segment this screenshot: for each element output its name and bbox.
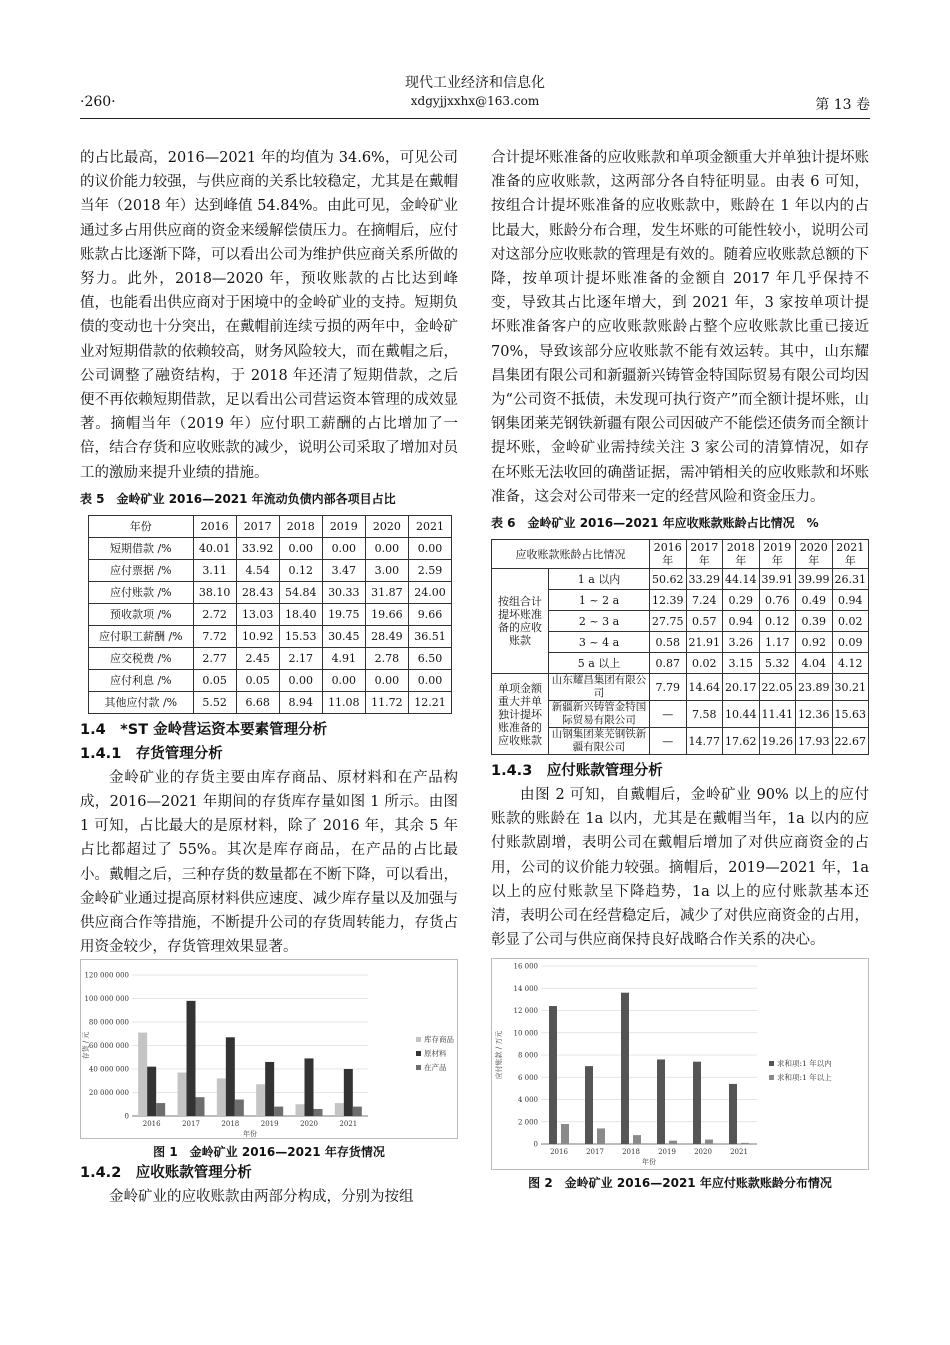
journal-info	[80, 74, 870, 110]
row-label-cell: 预收款项 /%	[89, 603, 194, 625]
body-paragraph: 由图 2 可知，自戴帽后，金岭矿业 90% 以上的应付账款的账龄在 1a 以内，尤其是在戴帽当年，1a 以内的应付账款剧增，表明公司在戴帽后增加了对供应商资金的占用，公司的议价能力较强。摘帽后，2019—2021 年，1a 以上的应付账款呈下降趋势，1a 以上的应付账款基本还清，表明公司在经营稳定后，减少了对供应商资金的占用，彰显了公司与供应商保持良好战略合作关系的决心。	[491, 787, 869, 949]
value-cell: 3.47	[322, 559, 365, 581]
value-cell: 6.50	[408, 647, 451, 669]
table-row	[492, 653, 869, 674]
value-cell: 28.49	[365, 625, 408, 647]
section-heading-1-4-2: 1.4.2 应收账款管理分析	[80, 1165, 252, 1182]
value-cell: 2.77	[193, 647, 236, 669]
right-column	[491, 146, 869, 1192]
value-cell: 19.26	[759, 728, 796, 755]
value-cell: 4.91	[322, 647, 365, 669]
row-label-cell: 5 a 以上	[549, 653, 650, 674]
value-cell: —	[650, 701, 687, 728]
figure2-caption: 图 2 金岭矿业 2016—2021 年应付账款账龄分布情况	[528, 1176, 832, 1191]
value-cell: 26.31	[832, 569, 869, 590]
value-cell: 38.10	[193, 581, 236, 603]
value-cell: 23.89	[796, 674, 833, 701]
y-tick-label: 10 000	[513, 1029, 538, 1038]
body-paragraph: 的占比最高，2016—2021 年的均值为 34.6%，可见公司的议价能力较强，与供应商的关系比较稳定，尤其是在戴帽当年（2018 年）达到峰值 54.84%。由此可见，金岭矿业通过多占用供应商的资金来缓解偿债压力。在摘帽后，应付账款占比逐渐下降，可以看出公司为维护供应商关系所做的努力。此外，2018—2020 年，预收账款的占比达到峰值，也能看出供应商对于困境中的金岭矿业的支持。短期负债的变动也十分突出，在戴帽前连续亏损的两年中，金岭矿业对短期借款的依赖较高，财务风险较大，而在戴帽之后，公司调整了融资结构，于 2018 年还清了短期借款，之后便不再依赖短期借款，足以看出公司营运资本管理的成效显著。摘帽当年（2019 年）应付职工薪酬的占比增加了一倍，结合存货和应收账款的减少，说明公司采取了增加对员工的激励来提升业绩的措施。	[80, 150, 458, 481]
bar-求和项:1 年以上	[561, 1124, 569, 1144]
y-tick-label: 100 000 000	[84, 995, 129, 1004]
y-tick-label: 40 000 000	[88, 1065, 129, 1074]
y-tick-label: 0	[533, 1140, 538, 1149]
bar-原材料	[265, 1062, 274, 1116]
bar-库存商品	[335, 1104, 344, 1117]
value-cell: 0.29	[723, 590, 760, 611]
table-row	[89, 625, 452, 647]
table-row	[89, 559, 452, 581]
value-cell: 31.87	[365, 581, 408, 603]
value-cell: 2.59	[408, 559, 451, 581]
value-cell: 14.64	[686, 674, 723, 701]
header-cell-year: 2016	[193, 515, 236, 537]
table-row	[492, 728, 869, 755]
section-heading-1-4: 1.4 *ST 金岭营运资本要素管理分析	[80, 721, 328, 738]
bar-在产品	[274, 1107, 283, 1116]
value-cell: 6.68	[236, 691, 279, 713]
figure1-caption: 图 1 金岭矿业 2016—2021 年存货情况	[153, 1145, 385, 1160]
bar-在产品	[314, 1109, 323, 1116]
header-cell-year: 2020 年	[796, 540, 833, 569]
value-cell: 33.92	[236, 537, 279, 559]
group-label-cell: 单项金额重大并单独计提坏账准备的应收账款	[492, 674, 549, 755]
bar-在产品	[235, 1100, 244, 1116]
table-row	[492, 611, 869, 632]
value-cell: 10.92	[236, 625, 279, 647]
value-cell: 24.00	[408, 581, 451, 603]
value-cell: 30.33	[322, 581, 365, 603]
figure-2	[491, 958, 869, 1192]
value-cell: 17.93	[796, 728, 833, 755]
y-tick-label: 80 000 000	[88, 1018, 129, 1027]
y-tick-label: 60 000 000	[88, 1042, 129, 1051]
value-cell: 11.72	[365, 691, 408, 713]
bar-求和项:1 年以内	[621, 993, 629, 1144]
value-cell: 0.58	[650, 632, 687, 653]
y-axis-title: 应付账款 / 万元	[495, 1031, 503, 1080]
table-row	[89, 581, 452, 603]
table6-caption: 表 6 金岭矿业 2016—2021 年应收账款账龄占比情况 %	[491, 516, 819, 531]
value-cell: 0.00	[408, 669, 451, 691]
legend-label: 求和项:1 年以上	[777, 1073, 832, 1083]
y-tick-label: 16 000	[513, 962, 538, 971]
y-tick-label: 20 000 000	[88, 1089, 129, 1098]
value-cell: 0.02	[832, 611, 869, 632]
legend-label: 原材料	[424, 1049, 447, 1059]
x-tick-label: 2017	[586, 1148, 604, 1157]
value-cell: 4.04	[796, 653, 833, 674]
x-tick-label: 2019	[260, 1120, 279, 1129]
value-cell: 28.43	[236, 581, 279, 603]
volume-label: 第 13 卷	[815, 97, 870, 113]
row-label-cell: 应交税费 /%	[89, 647, 194, 669]
value-cell: 13.03	[236, 603, 279, 625]
row-label-cell: 短期借款 /%	[89, 537, 194, 559]
value-cell: 1.17	[759, 632, 796, 653]
value-cell: 0.57	[686, 611, 723, 632]
bar-求和项:1 年以内	[657, 1060, 665, 1145]
bar-原材料	[305, 1059, 314, 1117]
bar-在产品	[353, 1107, 362, 1116]
x-tick-label: 2018	[221, 1120, 240, 1129]
row-label-cell: 应付利息 /%	[89, 669, 194, 691]
value-cell: 40.01	[193, 537, 236, 559]
body-paragraph: 金岭矿业的存货主要由库存商品、原材料和在产品构成，2016—2021 年期间的存货库存量如图 1 所示。由图 1 可知，占比最大的是原材料，除了 2016 年，其余 5 年占比都超过了 55%。其次是库存商品，在产品的占比最小。戴帽之后，三种存货的数量都在不断下降，可以看出，金岭矿业通过提高原材料供应速度、减少库存量以及加强与供应商合作等措施，不断提升公司的存货周转能力，存货占用资金较少，存货管理效果显著。	[80, 769, 458, 956]
x-tick-label: 2019	[658, 1148, 676, 1157]
value-cell: 7.72	[193, 625, 236, 647]
legend-swatch	[416, 1051, 421, 1056]
value-cell: 0.94	[832, 590, 869, 611]
row-label-cell: 其他应付款 /%	[89, 691, 194, 713]
value-cell: 20.17	[723, 674, 760, 701]
value-cell: 15.63	[832, 701, 869, 728]
x-tick-label: 2021	[730, 1148, 748, 1157]
row-label-cell: 山东耀昌集团有限公司	[549, 674, 650, 701]
value-cell: 3.11	[193, 559, 236, 581]
value-cell: 2.17	[279, 647, 322, 669]
value-cell: 0.00	[279, 537, 322, 559]
bar-库存商品	[178, 1073, 187, 1116]
y-tick-label: 2 000	[517, 1118, 538, 1127]
value-cell: 39.99	[796, 569, 833, 590]
value-cell: 30.45	[322, 625, 365, 647]
value-cell: 0.92	[796, 632, 833, 653]
value-cell: 0.87	[650, 653, 687, 674]
legend-label: 库存商品	[424, 1035, 454, 1045]
y-tick-label: 120 000 000	[84, 971, 129, 980]
value-cell: 0.00	[365, 537, 408, 559]
page-header	[80, 72, 870, 119]
value-cell: 11.08	[322, 691, 365, 713]
page-number: ·260·	[80, 94, 116, 110]
header-cell-year: 2018	[279, 515, 322, 537]
y-tick-label: 12 000	[513, 1007, 538, 1016]
x-tick-label: 2016	[550, 1148, 568, 1157]
value-cell: 0.05	[193, 669, 236, 691]
table-row	[89, 603, 452, 625]
bar-原材料	[226, 1038, 235, 1117]
legend-swatch	[769, 1061, 774, 1066]
header-cell-year: 2019	[322, 515, 365, 537]
inventory-chart	[80, 959, 458, 1139]
value-cell: 50.62	[650, 569, 687, 590]
table-header-row	[89, 515, 452, 537]
y-axis-title: 存货 / 元	[82, 1032, 90, 1060]
value-cell: 21.91	[686, 632, 723, 653]
bar-库存商品	[217, 1079, 226, 1117]
y-tick-label: 14 000	[513, 985, 538, 994]
value-cell: 0.00	[279, 669, 322, 691]
y-tick-label: 4 000	[517, 1096, 538, 1105]
bar-求和项:1 年以内	[729, 1084, 737, 1144]
x-tick-label: 2021	[339, 1120, 358, 1129]
table-row	[492, 701, 869, 728]
bar-原材料	[147, 1067, 156, 1116]
value-cell: 0.02	[686, 653, 723, 674]
bar-求和项:1 年以内	[585, 1067, 593, 1145]
row-label-cell: 1 a 以内	[549, 569, 650, 590]
bar-原材料	[187, 1001, 196, 1116]
x-axis-title: 年份	[642, 1158, 656, 1167]
legend-swatch	[416, 1037, 421, 1042]
value-cell: 3.15	[723, 653, 760, 674]
row-label-cell: 3 ~ 4 a	[549, 632, 650, 653]
bar-在产品	[156, 1104, 165, 1117]
legend-label: 求和项:1 年以内	[777, 1059, 832, 1069]
bar-库存商品	[296, 1105, 305, 1117]
table-row	[492, 674, 869, 701]
legend-swatch	[769, 1075, 774, 1080]
figure-1	[80, 959, 458, 1161]
row-label-cell: 应付职工薪酬 /%	[89, 625, 194, 647]
x-tick-label: 2016	[142, 1120, 161, 1129]
header-cell-year: 2017 年	[686, 540, 723, 569]
value-cell: 5.52	[193, 691, 236, 713]
value-cell: 22.67	[832, 728, 869, 755]
value-cell: 19.66	[365, 603, 408, 625]
legend-label: 在产品	[424, 1063, 447, 1073]
x-tick-label: 2020	[694, 1148, 712, 1157]
value-cell: 5.32	[759, 653, 796, 674]
value-cell: 0.00	[408, 537, 451, 559]
table-row	[89, 669, 452, 691]
value-cell: 0.09	[832, 632, 869, 653]
row-label-cell: 新疆新兴铸管金特国际贸易有限公司	[549, 701, 650, 728]
value-cell: 11.41	[759, 701, 796, 728]
header-cell-label: 应收账款账龄占比情况	[492, 540, 650, 569]
bar-求和项:1 年以上	[633, 1136, 641, 1145]
value-cell: 12.39	[650, 590, 687, 611]
row-label-cell: 山钢集团莱芜钢铁新疆有限公司	[549, 728, 650, 755]
table5-caption: 表 5 金岭矿业 2016—2021 年流动负债内部各项目占比	[80, 491, 396, 506]
value-cell: 0.00	[365, 669, 408, 691]
x-tick-label: 2018	[622, 1148, 640, 1157]
left-column	[80, 146, 458, 1210]
value-cell: 8.94	[279, 691, 322, 713]
value-cell: 7.79	[650, 674, 687, 701]
header-cell-year: 2018 年	[723, 540, 760, 569]
value-cell: 2.72	[193, 603, 236, 625]
header-cell-year: 2021	[408, 515, 451, 537]
table-row	[492, 632, 869, 653]
y-tick-label: 8 000	[517, 1051, 538, 1060]
value-cell: 0.12	[759, 611, 796, 632]
value-cell: 12.36	[796, 701, 833, 728]
value-cell: —	[650, 728, 687, 755]
bar-库存商品	[138, 1033, 147, 1116]
bar-求和项:1 年以上	[741, 1143, 749, 1144]
journal-email: xdgyjjxxhx@163.com	[410, 94, 540, 108]
value-cell: 54.84	[279, 581, 322, 603]
table-row	[492, 569, 869, 590]
value-cell: 15.53	[279, 625, 322, 647]
table-row	[492, 590, 869, 611]
value-cell: 12.21	[408, 691, 451, 713]
value-cell: 0.76	[759, 590, 796, 611]
journal-title: 现代工业经济和信息化	[405, 75, 545, 91]
bar-求和项:1 年以上	[597, 1129, 605, 1145]
header-cell-year: 2016 年	[650, 540, 687, 569]
header-cell-label: 年份	[89, 515, 194, 537]
value-cell: 22.05	[759, 674, 796, 701]
value-cell: 0.05	[236, 669, 279, 691]
value-cell: 0.00	[322, 537, 365, 559]
body-paragraph: 金岭矿业的应收账款由两部分构成，分别为按组	[109, 1189, 414, 1206]
value-cell: 9.66	[408, 603, 451, 625]
table-header-row	[492, 540, 869, 569]
value-cell: 3.00	[365, 559, 408, 581]
value-cell: 2.45	[236, 647, 279, 669]
header-cell-year: 2021 年	[832, 540, 869, 569]
row-label-cell: 应付账款 /%	[89, 581, 194, 603]
value-cell: 0.94	[723, 611, 760, 632]
row-label-cell: 应付票据 /%	[89, 559, 194, 581]
header-cell-year: 2019 年	[759, 540, 796, 569]
value-cell: 44.14	[723, 569, 760, 590]
row-label-cell: 1 ~ 2 a	[549, 590, 650, 611]
legend-swatch	[416, 1065, 421, 1070]
value-cell: 7.24	[686, 590, 723, 611]
bar-原材料	[344, 1069, 353, 1116]
table-row	[89, 691, 452, 713]
value-cell: 4.12	[832, 653, 869, 674]
bar-求和项:1 年以内	[549, 1007, 557, 1145]
value-cell: 27.75	[650, 611, 687, 632]
value-cell: 0.39	[796, 611, 833, 632]
value-cell: 0.49	[796, 590, 833, 611]
value-cell: 39.91	[759, 569, 796, 590]
value-cell: 0.12	[279, 559, 322, 581]
value-cell: 10.44	[723, 701, 760, 728]
section-heading-1-4-3: 1.4.3 应付账款管理分析	[491, 763, 663, 780]
y-tick-label: 6 000	[517, 1074, 538, 1083]
row-label-cell: 2 ~ 3 a	[549, 611, 650, 632]
table-row	[89, 647, 452, 669]
table5	[88, 515, 452, 714]
value-cell: 18.40	[279, 603, 322, 625]
bar-库存商品	[256, 1085, 265, 1117]
value-cell: 2.78	[365, 647, 408, 669]
group-label-cell: 按组合计提坏账准备的应收账款	[492, 569, 549, 674]
value-cell: 30.21	[832, 674, 869, 701]
table6	[491, 539, 869, 755]
value-cell: 17.62	[723, 728, 760, 755]
value-cell: 33.29	[686, 569, 723, 590]
x-axis-title: 年份	[243, 1130, 257, 1139]
value-cell: 4.54	[236, 559, 279, 581]
section-heading-1-4-1: 1.4.1 存货管理分析	[80, 745, 223, 762]
value-cell: 7.58	[686, 701, 723, 728]
x-tick-label: 2017	[182, 1120, 200, 1129]
y-tick-label: 0	[124, 1112, 129, 1121]
value-cell: 36.51	[408, 625, 451, 647]
value-cell: 0.00	[322, 669, 365, 691]
x-tick-label: 2020	[300, 1120, 318, 1129]
body-paragraph: 合计提坏账准备的应收账款和单项金额重大并单独计提坏账准备的应收账款，这两部分各自特征明显。由表 6 可知，按组合计提坏账准备的应收账款中，账龄在 1 年以内的占比最大，账龄分布合理，发生坏账的可能性较小，说明公司对这部分应收账款的管理是有效的。随着应收账款总额的下降，按单项计提坏账准备的金额自 2017 年几乎保持不变，导致其占比逐年增大，到 2021 年，3 家按单项计提坏账准备客户的应收账款账龄占整个应收账款比重已接近 70%，导致该部分应收账款不能有效运转。其中，山东耀昌集团有限公司和新疆新兴铸管金特国际贸易有限公司均因为“公司资不抵债，未发现可执行资产”而全额计提坏账，山钢集团莱芜钢铁新疆有限公司因破产不能偿还债务而全额计提坏账，金岭矿业需持续关注 3 家公司的清算情况，如存在坏账无法收回的确凿证据，需冲销相关的应收账款和坏账准备，这会对公司带来一定的经营风险和资金压力。	[491, 150, 869, 505]
bar-在产品	[196, 1098, 205, 1117]
bar-求和项:1 年以内	[693, 1062, 701, 1144]
value-cell: 19.75	[322, 603, 365, 625]
header-cell-year: 2017	[236, 515, 279, 537]
bar-求和项:1 年以上	[705, 1140, 713, 1144]
payables-chart	[491, 958, 869, 1170]
value-cell: 14.77	[686, 728, 723, 755]
value-cell: 3.26	[723, 632, 760, 653]
table-row	[89, 537, 452, 559]
bar-求和项:1 年以上	[669, 1141, 677, 1144]
header-cell-year: 2020	[365, 515, 408, 537]
